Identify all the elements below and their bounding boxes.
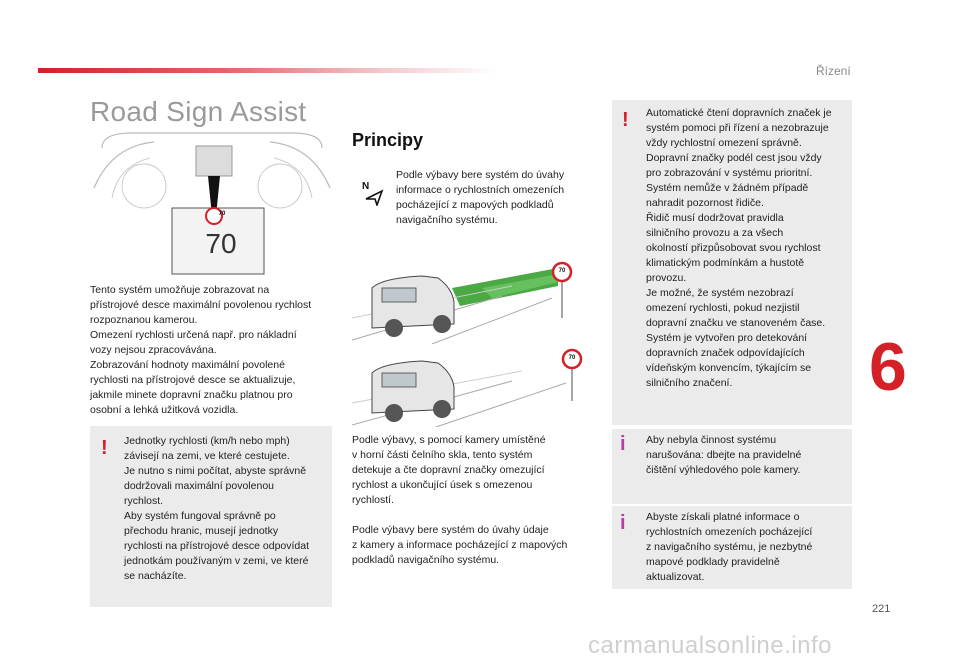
chapter-number: 6 (869, 329, 907, 405)
left-warning-text: Jednotky rychlosti (km/h nebo mph) závisejí na zemi, ve které cestujete. Je nutno s nimi počítat, abyste správně dodržovali maximální povolenou rychlost. Aby systém fungoval správně po přechodu hranic, musejí jednotky rychlosti na přístrojové desce odpovídat jednotkám používaným v zemi, ve které se nacházíte. (124, 435, 310, 582)
warning-icon-right: ! (622, 109, 629, 131)
road-sign-value-secondary: 70 (568, 355, 576, 361)
info-maps-text: Abyste získali platné informace o rychlostních omezeních pocházející z navigačního systému, je nezbytné mapové podklady pravidelně aktualizovat. (646, 511, 813, 583)
dashboard-sign-value: 70 (218, 211, 226, 217)
right-warning-text: Automatické čtení dopravních značek je systém pomoci při řízení a nezobrazuje vždy rychlostní omezení správně. Dopravní značky podél cest jsou vždy pro zobrazování v systému prioritní. Systém nemůže v žádném případě nahradit pozornost řidiče. Řidič musí dodržovat pravidla silničního provozu a za všech okolností přizpůsobovat svou rychlost klimatickým podmínkám a hustotě provozu. Je možné, že systém nezobrazí omezení rychlosti, pokud nezjistil dopravní značku ve stanoveném čase. Systém je vytvořen pro detekování dopravních značek odpovídajících vídeňským konvencím, týkajícím se silničního značení. (646, 107, 832, 389)
section-heading: Principy (352, 130, 424, 150)
info-icon-maps: i (620, 512, 626, 534)
camera-paragraph: Podle výbavy, s pomocí kamery umístěné v horní části čelního skla, tento systém detekuje a čte dopravní značky omezující rychlost a ukončující úsek s omezenou rychlostí. (352, 434, 546, 506)
intro-paragraph: Tento systém umožňuje zobrazovat na přístrojové desce maximální povolenou rychlost rozpoznanou kamerou. Omezení rychlosti určená např. pro nákladní vozy nejsou zpracovávána. Zobrazování hodnoty maximální povolené rychlosti na přístrojové desce se aktualizuje, jakmile minete dopravní značku platnou pro osobní a lehká užitková vozidla. (90, 284, 312, 416)
combined-paragraph: Podle výbavy bere systém do úvahy údaje z kamery a informace pocházející z mapových podkladů navigačního systému. (352, 524, 568, 566)
navigation-arrow-icon (362, 180, 386, 206)
nav-paragraph: Podle výbavy bere systém do úvahy informace o rychlostních omezeních pocházející z mapových podkladů navigačního systému. (396, 169, 565, 226)
info-icon: i (620, 433, 626, 455)
section-label: Řízení (816, 64, 851, 78)
svg-text:N: N (362, 181, 370, 192)
dashboard-speed-display: 70 (205, 228, 237, 259)
info-camera-text: Aby nebyla činnost systému narušována: dbejte na pravidelné čištění výhledového pole kamery. (646, 434, 802, 476)
page-number: 221 (872, 603, 891, 615)
warning-icon: ! (101, 437, 108, 459)
watermark: carmanualsonline.info (588, 632, 832, 659)
header-accent-bar (38, 68, 498, 73)
road-sign-value: 70 (558, 268, 566, 274)
page-title: Road Sign Assist (90, 96, 307, 127)
van-map-illustration (352, 345, 592, 427)
